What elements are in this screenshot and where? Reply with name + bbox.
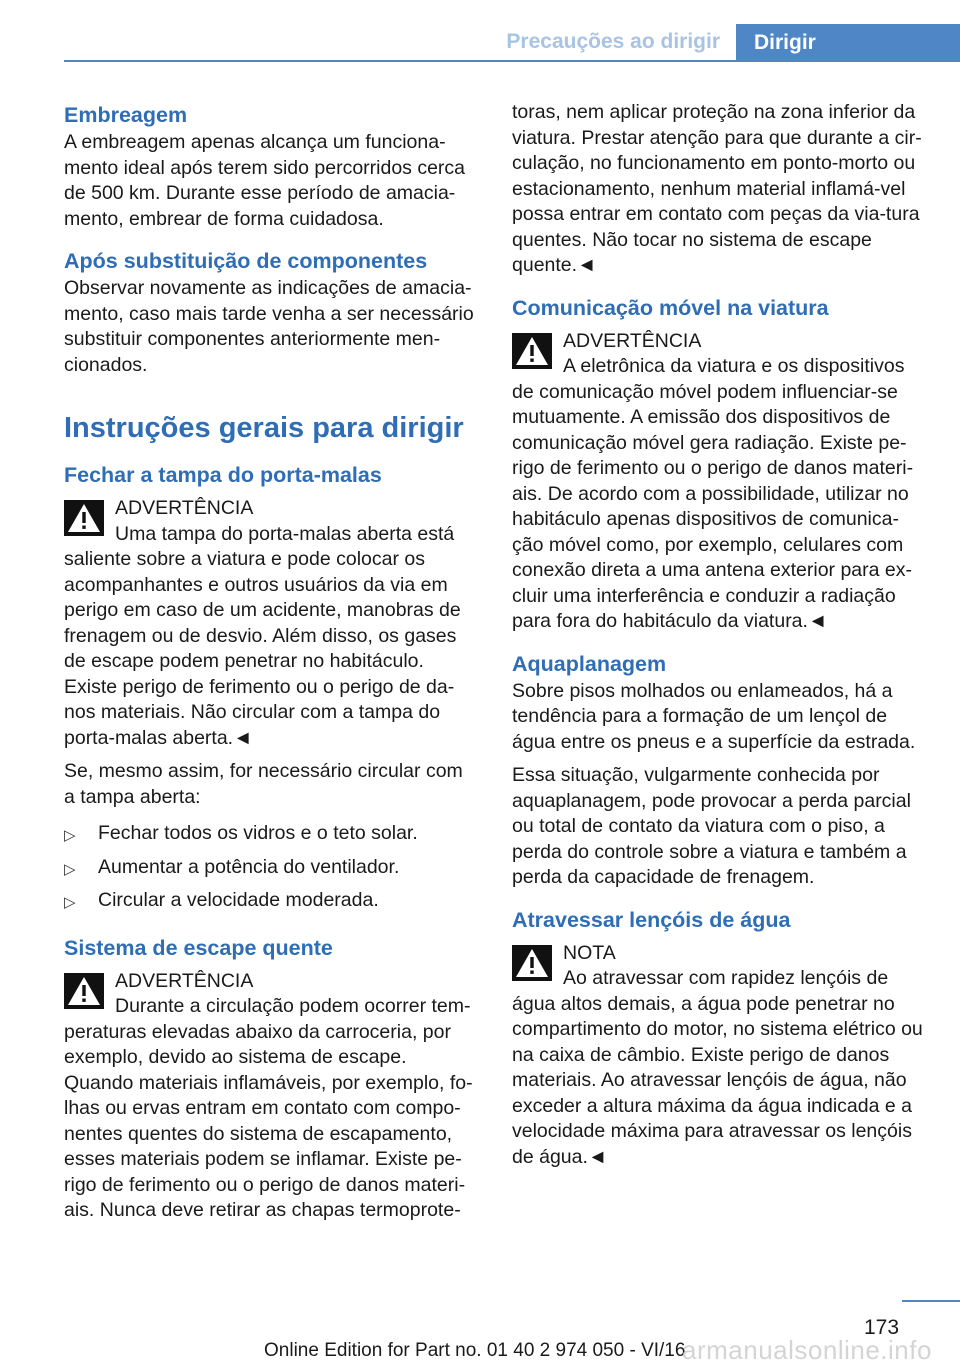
warning-text: Uma tampa do porta-malas aberta está saliente sobre a viatura e pode colocar os acompanhantes e outros usuários da via em perigo em caso de um acidente, manobras de frenagem ou de desvio. Além disso, os gases de escape podem penetrar no habitáculo. Existe perigo de ferimento ou o perigo de da-nos materiais. Não circular com a tampa do porta-malas aberta.◄ [64, 522, 461, 749]
footer-edition: Online Edition for Part no. 01 40 2 974 050 - VI/16 [264, 1340, 686, 1361]
header-chapter-tab [736, 24, 960, 62]
warning-triangle-icon [512, 945, 552, 981]
triangle-bullet-icon: ▷ [64, 894, 76, 911]
watermark: armanualsonline.info [682, 1335, 932, 1365]
section-text-aquaplanagem-2: Essa situação, vulgarmente conhecida por aquaplanagem, pode provocar a perda parcial ou total de contato da viatura com o piso, a perda do controle sobre a viatura e também a perda da capacidade de frenagem. [512, 764, 911, 888]
section-text-aquaplanagem-1: Sobre pisos molhados ou enlameados, há a tendência para a formação de um lençol de água entre os pneus e a superfície da estrada. [512, 679, 916, 753]
warning-triangle-icon [512, 333, 552, 369]
left-column [64, 100, 478, 1232]
warning-block-porta-malas [64, 496, 478, 751]
warning-text: Durante a circulação podem ocorrer tem-peraturas elevadas abaixo da carroceria, por exemplo, devido ao sistema de escape. Quando materiais inflamáveis, por exemplo, fo-lhas ou ervas entram em contato com compo-nentes quentes do sistema de escapamento, esses materiais podem se inflamar. Existe pe-rigo de ferimento ou o perigo de danos materi-ais. Nunca deve retirar as chapas termoprote- [64, 995, 473, 1221]
right-column [512, 100, 926, 1178]
warning-text: A eletrônica da viatura e os dispositivos de comunicação móvel podem influenciar-se mutuamente. A emissão dos dispositivos de comunicação móvel gera radiação. Existe pe-rigo de ferimento ou o perigo de danos materi-ais. De acordo com a possibilidade, utilizar no habitáculo apenas dispositivos de comunica-ção móvel como, por exemplo, celulares com conexão direta a uma antena exterior para ex-cluir uma interferência e conduzir a radiação para fora do habitáculo da viatura.◄ [512, 355, 914, 632]
chapter-heading: Instruções gerais para dirigir [64, 412, 464, 444]
warning-triangle-icon [64, 500, 104, 536]
page-header [0, 0, 960, 62]
footer-rule [902, 1300, 960, 1302]
warning-block-escape [64, 969, 478, 1224]
note-block-lencois [512, 941, 926, 1171]
page-number: 173 [864, 1316, 900, 1339]
list-item: ▷ Fechar todos os vidros e o teto solar. [64, 818, 478, 852]
header-section-title: Precauções ao dirigir [506, 30, 720, 53]
section-text-porta-malas: Se, mesmo assim, for necessário circular com a tampa aberta: [64, 760, 463, 808]
bullet-list [64, 818, 478, 919]
section-text-substituicao: Observar novamente as indicações de amacia-mento, caso mais tarde venha a ser necessário substituir componentes anteriormente men-cionados. [64, 277, 474, 376]
warning-label: ADVERTÊNCIA [115, 969, 254, 992]
triangle-bullet-icon: ▷ [64, 860, 76, 878]
section-title-comunicacao: Comunicação móvel na viatura [512, 295, 829, 320]
header-rule [64, 60, 960, 62]
section-title-lencois: Atravessar lençóis de água [512, 907, 791, 932]
section-title-embreagem: Embreagem [64, 103, 188, 127]
list-item: ▷ Aumentar a potência do ventilador. [64, 852, 478, 886]
warning-block-comunicacao [512, 329, 926, 635]
warning-triangle-icon [64, 973, 104, 1009]
note-text: Ao atravessar com rapidez lençóis de água altos demais, a água pode penetrar no compartimento do motor, no sistema elétrico ou na caixa de câmbio. Existe perigo de danos materiais. Ao atravessar lençóis de água, não exceder a altura máxima da água indicada e a velocidade máxima para atravessar os lençóis de água.◄ [512, 967, 923, 1168]
warning-label: ADVERTÊNCIA [115, 497, 254, 519]
section-text-embreagem: A embreagem apenas alcança um funciona-mento ideal após terem sido percorridos cerca de 500 km. Durante esse período de amacia-mento, embrear de forma cuidadosa. [64, 131, 466, 230]
note-label: NOTA [563, 941, 616, 964]
list-item: ▷ Circular a velocidade moderada. [64, 885, 478, 919]
section-title-substituicao: Após substituição de componentes [64, 249, 428, 273]
warning-text-continued: toras, nem aplicar proteção na zona inferior da viatura. Prestar atenção para que durante a cir-culação, no funcionamento em ponto-morto ou estacionamento, nenhum material inflamá-vel possa entrar em contato com peças da via-tura quentes. Não tocar no sistema de escape quente.◄ [512, 101, 922, 276]
header-chapter-label: Dirigir [754, 31, 816, 54]
triangle-bullet-icon: ▷ [64, 827, 76, 844]
section-title-porta-malas: Fechar a tampa do porta-malas [64, 463, 382, 487]
section-title-aquaplanagem: Aquaplanagem [512, 651, 667, 676]
warning-label: ADVERTÊNCIA [563, 329, 702, 352]
section-title-escape: Sistema de escape quente [64, 935, 333, 960]
